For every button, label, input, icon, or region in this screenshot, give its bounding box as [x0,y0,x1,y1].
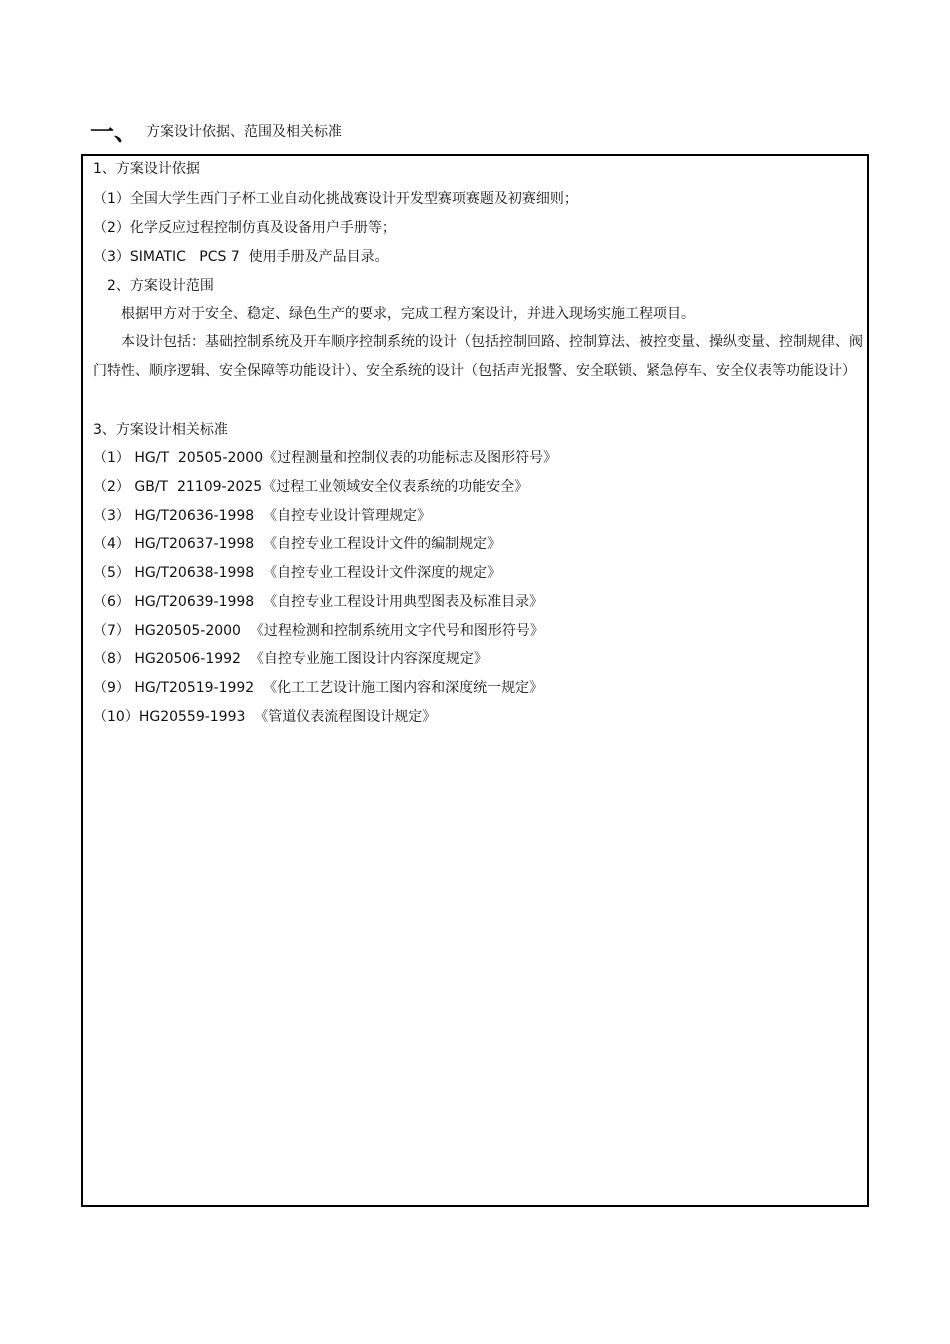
standard-item: （2） GB/T 21109-2025《过程工业领域安全仪表系统的功能安全》 [93,479,529,495]
standard-item: （1） HG/T 20505-2000《过程测量和控制仪表的功能标志及图形符号》 [93,450,558,466]
standard-item: （8） HG20506-1992 《自控专业施工图设计内容深度规定》 [93,651,488,667]
standard-item: （9） HG/T20519-1992 《化工工艺设计施工图内容和深度统一规定》 [93,680,544,696]
standard-item: （4） HG/T20637-1998 《自控专业工程设计文件的编制规定》 [93,536,502,552]
section-heading [90,118,342,146]
basis-item: （3）SIMATIC PCS 7 使用手册及产品目录。 [93,249,389,265]
scope-title: 2、方案设计范围 [107,278,214,294]
standard-item: （10）HG20559-1993 《管道仪表流程图设计规定》 [93,709,437,725]
standard-item: （7） HG20505-2000 《过程检测和控制系统用文字代号和图形符号》 [93,623,544,639]
standard-item: （3） HG/T20636-1998 《自控专业设计管理规定》 [93,508,432,524]
basis-item: （2）化学反应过程控制仿真及设备用户手册等； [93,220,396,236]
scope-paragraph: 本设计包括：基础控制系统及开车顺序控制系统的设计（包括控制回路、控制算法、被控变量、操纵变量、控制规律、阀门特性、顺序逻辑、安全保障等功能设计）、安全系统的设计（包括声光报警、安全联锁、紧急停车、安全仪表等功能设计） [93,334,863,379]
content-frame [81,154,869,1207]
basis-item: （1）全国大学生西门子杯工业自动化挑战赛设计开发型赛项赛题及初赛细则； [93,191,578,207]
standard-item: （5） HG/T20638-1998 《自控专业工程设计文件深度的规定》 [93,565,502,581]
scope-paragraph: 根据甲方对于安全、稳定、绿色生产的要求，完成工程方案设计，并进入现场实施工程项目。 [121,306,695,322]
heading-title: 方案设计依据、范围及相关标准 [146,124,342,140]
heading-number: 一、 [90,118,138,146]
standard-item: （6） HG/T20639-1998 《自控专业工程设计用典型图表及标准目录》 [93,594,544,610]
standards-title: 3、方案设计相关标准 [93,422,228,438]
basis-title: 1、方案设计依据 [93,161,200,177]
